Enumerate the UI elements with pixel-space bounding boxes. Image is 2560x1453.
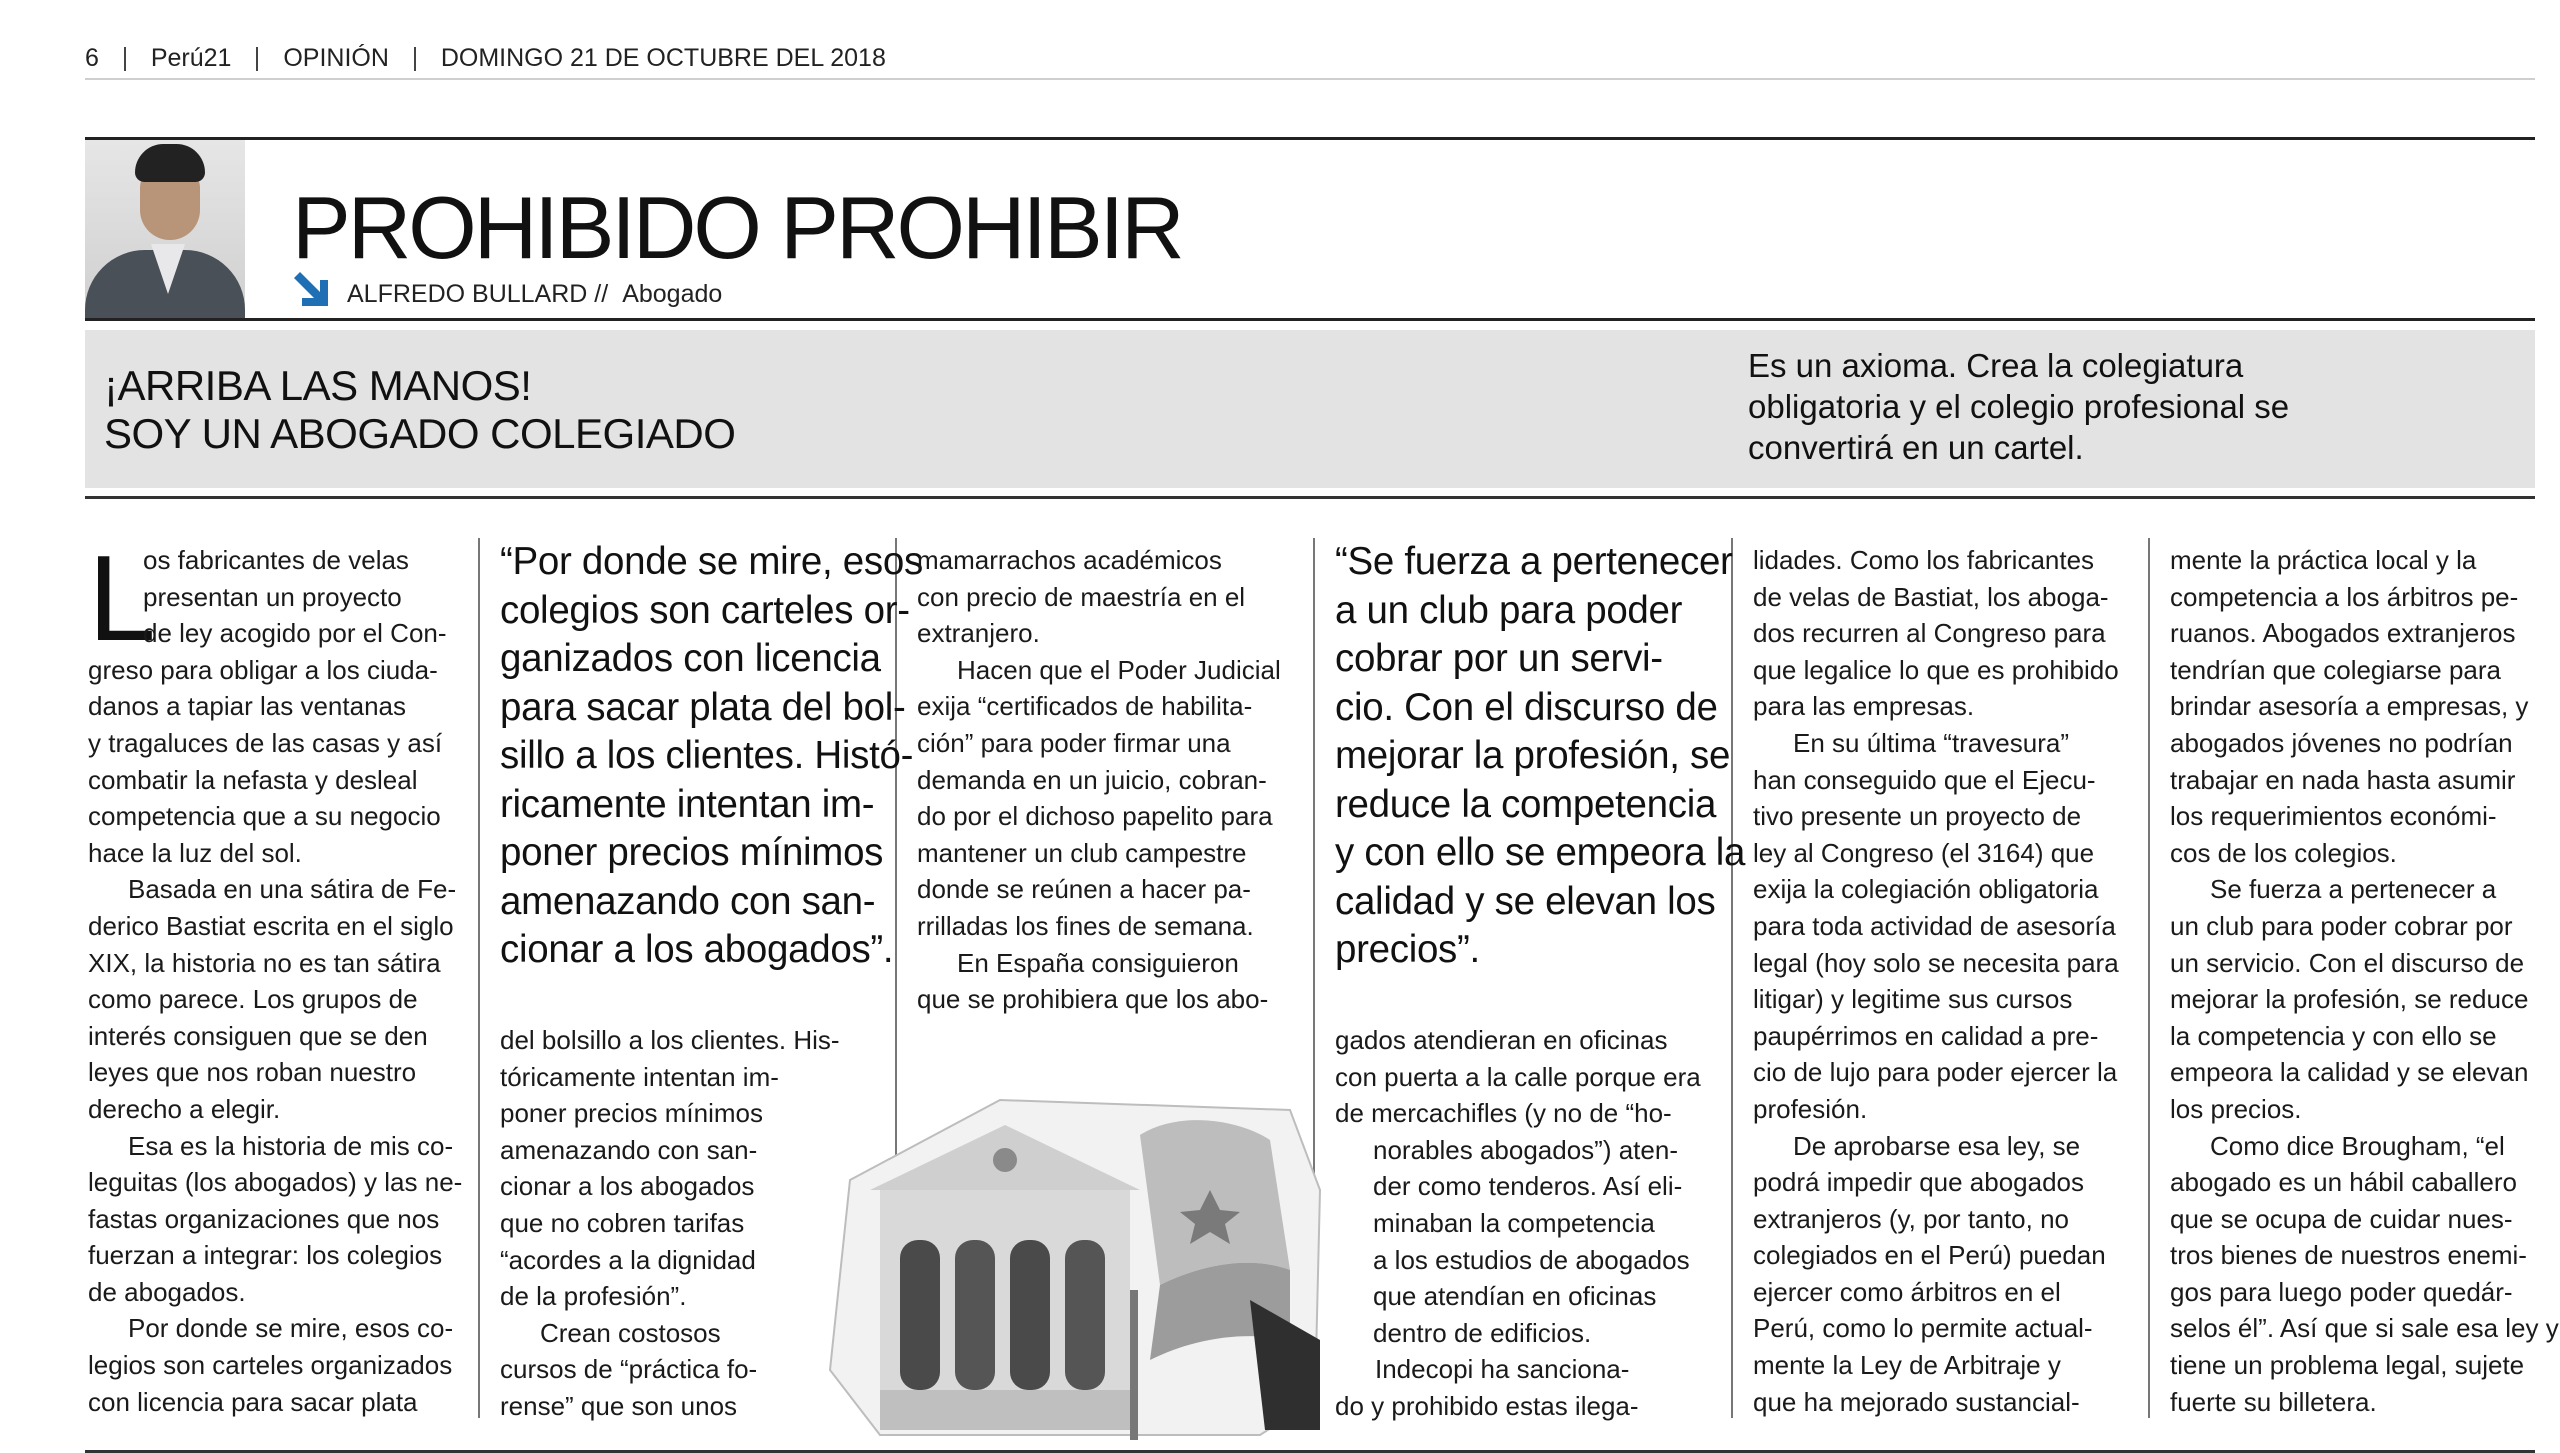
folio-divider: [124, 47, 126, 71]
article-line: que se ocupa de cuidar nues-: [2170, 1203, 2513, 1234]
column-divider: [2148, 538, 2150, 1418]
article-line: con licencia para sacar plata: [88, 1386, 418, 1417]
pull-quote-line: cobrar por un servi-: [1335, 637, 1663, 680]
article-line: fastas organizaciones que nos: [88, 1203, 440, 1234]
pull-quote-line: para sacar plata del bol-: [500, 685, 906, 729]
article-line: lidades. Como los fabricantes: [1753, 545, 2095, 575]
article-line: han conseguido que el Ejecu-: [1753, 764, 2096, 795]
article-line: Por donde se mire, esos co-: [128, 1313, 454, 1344]
article-line: un servicio. Con el discurso de: [2170, 947, 2525, 978]
article-line: leguitas (los abogados) y las ne-: [88, 1167, 463, 1198]
article-line: donde se reúnen a hacer pa-: [917, 874, 1251, 905]
article-line: extranjeros (y, por tanto, no: [1753, 1203, 2070, 1234]
article-line: mejorar la profesión, se reduce: [2170, 984, 2529, 1015]
folio-bar: [85, 38, 2535, 80]
article-line: tóricamente intentan im-: [500, 1061, 779, 1092]
article-line: y tragaluces de las casas y así: [88, 727, 443, 758]
article-line: dos recurren al Congreso para: [1753, 618, 2106, 649]
article-line: con precio de maestría en el: [917, 581, 1246, 612]
pull-quote-line: amenazando con san-: [500, 879, 876, 923]
article-line: rense” que son unos: [500, 1390, 738, 1421]
article-line: dentro de edificios.: [1373, 1317, 1592, 1348]
folio-divider: [414, 47, 416, 71]
text-column-1: [88, 530, 463, 1420]
article-line: derico Bastiat escrita en el siglo: [88, 910, 454, 941]
article-line: litigar) y legitime sus cursos: [1753, 984, 2073, 1015]
pull-quote-line: “Se fuerza a pertenecer: [1335, 540, 1733, 583]
article-line: que atendían en oficinas: [1373, 1281, 1657, 1312]
article-line: fuerte su billetera.: [2170, 1386, 2377, 1417]
article-line: poner precios mínimos: [500, 1098, 763, 1129]
article-line: gados atendieran en oficinas: [1335, 1025, 1668, 1055]
article-line: mamarrachos académicos: [917, 545, 1222, 575]
article-line: del bolsillo a los clientes. His-: [500, 1025, 840, 1055]
header-top-rule: [85, 137, 2535, 140]
article-line: combatir la nefasta y desleal: [88, 764, 418, 795]
article-line: “acordes a la dignidad: [500, 1244, 756, 1275]
column-title: PROHIBIDO PROHIBIR: [292, 178, 1182, 277]
article-line: con puerta a la calle porque era: [1335, 1061, 1701, 1092]
pull-quote-line: a un club para poder: [1335, 588, 1683, 632]
pull-quote-line: poner precios mínimos: [500, 831, 884, 874]
article-line: para toda actividad de asesoría: [1753, 910, 2116, 941]
article-line: Hacen que el Poder Judicial: [957, 654, 1281, 685]
text-column-4: [1335, 1022, 1701, 1425]
bar-association-building-photo: [820, 1040, 1330, 1440]
deck-bottom-rule: [85, 496, 2535, 499]
text-column-6: [2170, 542, 2559, 1420]
article-line: Perú, como lo permite actual-: [1753, 1313, 2093, 1344]
article-line: mantener un club campestre: [917, 837, 1247, 868]
article-line: tiene un problema legal, sujete: [2170, 1350, 2525, 1381]
article-line: En España consiguieron: [957, 947, 1239, 978]
article-line: os fabricantes de velas: [143, 545, 409, 575]
pull-quote-line: y con ello se empeora la: [1335, 831, 1746, 874]
article-line: podrá impedir que abogados: [1753, 1167, 2085, 1198]
article-line: norables abogados”) aten-: [1373, 1134, 1678, 1165]
article-line: selos él”. Así que si sale esa ley y: [2170, 1313, 2559, 1344]
newspaper-name: Perú21: [150, 44, 232, 72]
article-line: competencia a los árbitros pe-: [2170, 581, 2519, 612]
article-line: minaban la competencia: [1373, 1207, 1655, 1238]
issue-date: DOMINGO 21 DE OCTUBRE DEL 2018: [440, 44, 886, 72]
article-line: gos para luego poder quedár-: [2170, 1276, 2513, 1307]
pull-quote-line: sillo a los clientes. Histó-: [500, 734, 914, 777]
article-line: greso para obligar a los ciuda-: [88, 654, 438, 685]
pull-quote-1: [500, 538, 923, 975]
byline: [347, 280, 722, 309]
article-line: Basada en una sátira de Fe-: [128, 874, 457, 905]
article-line: cio de lujo para poder ejercer la: [1753, 1057, 2118, 1088]
article-line: Esa es la historia de mis co-: [128, 1130, 454, 1161]
article-line: competencia que a su negocio: [88, 801, 441, 832]
author-role: Abogado: [622, 280, 723, 308]
pull-quote-line: calidad y se elevan los: [1335, 879, 1716, 923]
article-line: mente la práctica local y la: [2170, 545, 2477, 575]
article-line: de ley acogido por el Con-: [143, 618, 447, 649]
article-line: do por el dichoso papelito para: [917, 801, 1273, 832]
article-line: exija “certificados de habilita-: [917, 691, 1253, 722]
summary-line: obligatoria y el colegio profesional se: [1748, 388, 2290, 425]
article-line: brindar asesoría a empresas, y: [2170, 691, 2529, 722]
article-line: der como tenderos. Así eli-: [1373, 1171, 1683, 1202]
pull-quote-line: reduce la competencia: [1335, 782, 1717, 826]
pull-quote-line: cio. Con el discurso de: [1335, 685, 1718, 729]
article-line: los precios.: [2170, 1093, 2302, 1124]
article-line: que se prohibiera que los abo-: [917, 984, 1269, 1015]
page-number: 6: [85, 44, 99, 72]
article-line: do y prohibido estas ilega-: [1335, 1390, 1639, 1421]
article-line: ción” para poder firmar una: [917, 727, 1231, 758]
article-line: legios son carteles organizados: [88, 1350, 453, 1381]
summary-line: convertirá en un cartel.: [1748, 429, 2084, 466]
pull-quote-line: colegios son carteles or-: [500, 588, 910, 632]
article-line: tendrían que colegiarse para: [2170, 654, 2502, 685]
article-line: cos de los colegios.: [2170, 837, 2397, 868]
article-line: de la profesión”.: [500, 1281, 687, 1312]
pull-quote-2: [1335, 538, 1745, 975]
article-line: que ha mejorado sustancial-: [1753, 1386, 2080, 1417]
article-line: leyes que nos roban nuestro: [88, 1057, 417, 1088]
article-line: derecho a elegir.: [88, 1093, 281, 1124]
pull-quote-line: ricamente intentan im-: [500, 782, 875, 826]
author-photo: [85, 140, 245, 320]
article-line: ruanos. Abogados extranjeros: [2170, 618, 2516, 649]
author-name: ALFREDO BULLARD //: [347, 280, 609, 308]
article-line: fuerzan a integrar: los colegios: [88, 1240, 443, 1271]
article-line: cursos de “práctica fo-: [500, 1354, 758, 1385]
article-line: que no cobren tarifas: [500, 1207, 745, 1238]
article-line: Indecopi ha sanciona-: [1375, 1354, 1630, 1385]
article-line: tivo presente un proyecto de: [1753, 801, 2082, 832]
article-line: Crean costosos: [540, 1317, 721, 1348]
article-line: mente la Ley de Arbitraje y: [1753, 1350, 2061, 1381]
article-line: que legalice lo que es prohibido: [1753, 654, 2119, 685]
column-divider: [478, 538, 480, 1418]
arrow-down-right-icon: [290, 268, 334, 312]
pull-quote-line: mejorar la profesión, se: [1335, 734, 1731, 777]
article-line: como parece. Los grupos de: [88, 984, 418, 1015]
pull-quote-line: precios”.: [1335, 928, 1480, 971]
article-headline: [104, 362, 735, 458]
text-column-5: [1753, 542, 2119, 1420]
article-line: de velas de Bastiat, los aboga-: [1753, 581, 2109, 612]
headline-line: ¡ARRIBA LAS MANOS!: [104, 362, 532, 409]
article-line: extranjero.: [917, 618, 1040, 649]
folio-divider: [256, 47, 258, 71]
article-line: interés consiguen que se den: [88, 1020, 428, 1051]
pull-quote-line: ganizados con licencia: [500, 637, 881, 680]
article-line: XIX, la historia no es tan sátira: [88, 947, 441, 978]
article-line: danos a tapiar las ventanas: [88, 691, 406, 722]
article-line: presentan un proyecto: [143, 581, 402, 612]
article-line: empeora la calidad y se elevan: [2170, 1057, 2529, 1088]
section-name: OPINIÓN: [283, 44, 389, 72]
article-line: abogado es un hábil caballero: [2170, 1167, 2517, 1198]
article-line: rrilladas los fines de semana.: [917, 910, 1254, 941]
article-line: demanda en un juicio, cobran-: [917, 764, 1267, 795]
article-line: para las empresas.: [1753, 691, 1975, 722]
summary-line: Es un axioma. Crea la colegiatura: [1748, 347, 2244, 384]
article-line: a los estudios de abogados: [1373, 1244, 1690, 1275]
drop-cap: L: [88, 530, 156, 666]
article-line: amenazando con san-: [500, 1134, 758, 1165]
article-line: abogados jóvenes no podrían: [2170, 727, 2513, 758]
article-line: de abogados.: [88, 1276, 246, 1307]
article-line: cionar a los abogados: [500, 1171, 755, 1202]
article-line: hace la luz del sol.: [88, 837, 302, 868]
article-line: de mercachifles (y no de “ho-: [1335, 1098, 1672, 1129]
article-line: los requerimientos económi-: [2170, 801, 2497, 832]
article-line: profesión.: [1753, 1093, 1868, 1124]
article-line: tros bienes de nuestros enemi-: [2170, 1240, 2527, 1271]
pull-quote-line: “Por donde se mire, esos: [500, 540, 923, 583]
article-line: ejercer como árbitros en el: [1753, 1276, 2061, 1307]
article-line: exija la colegiación obligatoria: [1753, 874, 2099, 905]
article-line: la competencia y con ello se: [2170, 1020, 2497, 1051]
article-line: trabajar en nada hasta asumir: [2170, 764, 2516, 795]
text-column-2: [500, 1022, 840, 1425]
headline-line: SOY UN ABOGADO COLEGIADO: [104, 410, 736, 457]
article-line: colegiados en el Perú) puedan: [1753, 1240, 2106, 1271]
article-line: Como dice Brougham, “el: [2210, 1130, 2505, 1161]
text-column-3: [917, 542, 1281, 1018]
pull-quote-line: cionar a los abogados”.: [500, 928, 894, 971]
article-line: un club para poder cobrar por: [2170, 910, 2513, 941]
article-line: legal (hoy solo se necesita para: [1753, 947, 2119, 978]
article-line: paupérrimos en calidad a pre-: [1753, 1020, 2099, 1051]
article-line: Se fuerza a pertenecer a: [2210, 874, 2497, 905]
article-line: En su última “travesura”: [1793, 727, 2069, 758]
header-bottom-rule: [85, 318, 2535, 321]
article-summary: [1748, 345, 2388, 468]
article-line: ley al Congreso (el 3164) que: [1753, 837, 2095, 868]
article-line: De aprobarse esa ley, se: [1793, 1130, 2081, 1161]
